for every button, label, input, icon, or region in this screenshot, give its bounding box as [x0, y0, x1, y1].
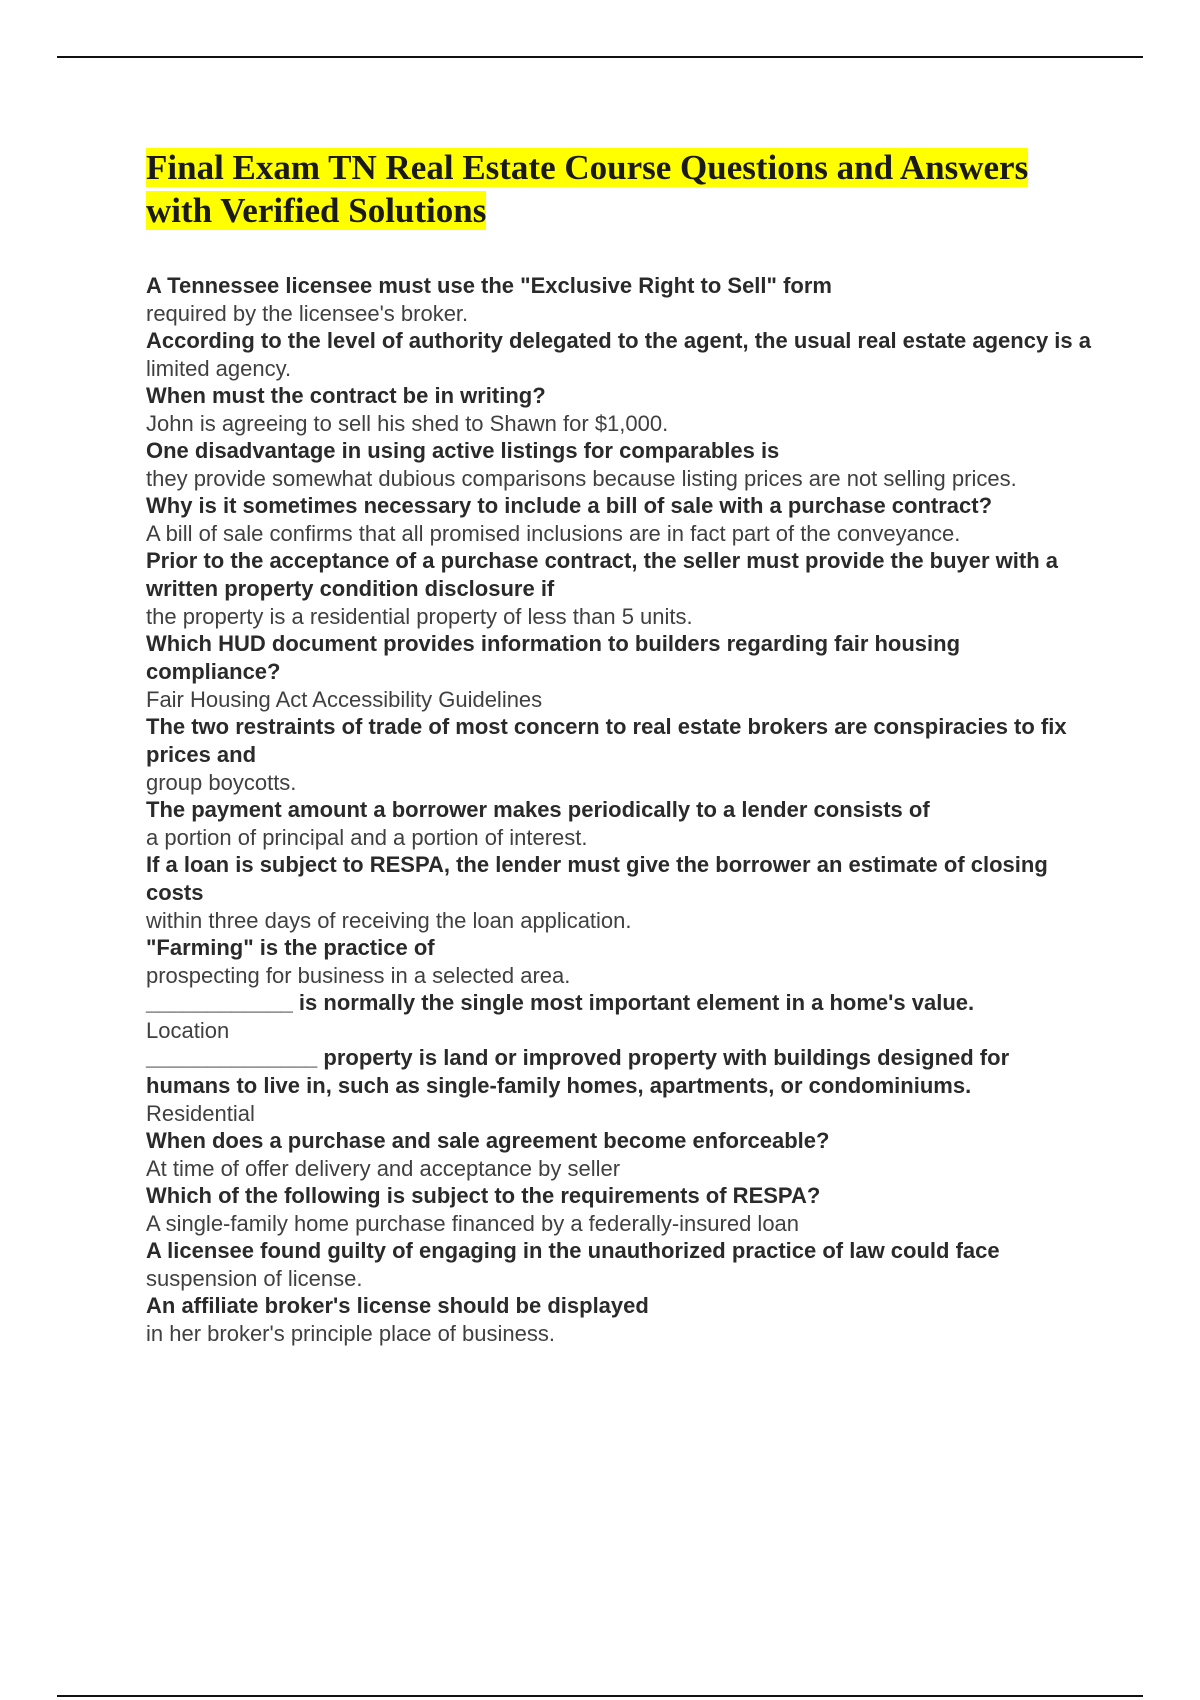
- answer-text: A single-family home purchase financed by a federally-insured loan: [146, 1211, 800, 1236]
- bottom-rule: [57, 1695, 1143, 1697]
- document-title-text: Final Exam TN Real Estate Course Questions and Answers with Verified Solutions: [146, 148, 1029, 230]
- question-text: When must the contract be in writing?: [146, 383, 546, 408]
- qa-item: [146, 437, 1096, 492]
- qa-item: [146, 272, 1096, 327]
- qa-item: [146, 1127, 1096, 1182]
- question-text: The payment amount a borrower makes periodically to a lender consists of: [146, 797, 930, 822]
- answer-text: Residential: [146, 1101, 255, 1126]
- question-text: When does a purchase and sale agreement become enforceable?: [146, 1128, 830, 1153]
- answer-text: within three days of receiving the loan application.: [146, 908, 632, 933]
- answer-text: suspension of license.: [146, 1266, 363, 1291]
- answer-text: a portion of principal and a portion of interest.: [146, 825, 588, 850]
- top-rule: [57, 56, 1143, 58]
- qa-list: [146, 272, 1096, 1347]
- qa-item: [146, 989, 1096, 1044]
- question-text: Which of the following is subject to the requirements of RESPA?: [146, 1183, 821, 1208]
- answer-text: group boycotts.: [146, 770, 297, 795]
- question-text: An affiliate broker's license should be displayed: [146, 1293, 649, 1318]
- question-text: One disadvantage in using active listings for comparables is: [146, 438, 780, 463]
- question-text: A Tennessee licensee must use the "Exclusive Right to Sell" form: [146, 273, 832, 298]
- answer-text: required by the licensee's broker.: [146, 301, 469, 326]
- qa-item: [146, 492, 1096, 547]
- answer-text: A bill of sale confirms that all promised inclusions are in fact part of the conveyance.: [146, 521, 961, 546]
- question-text: Why is it sometimes necessary to include a bill of sale with a purchase contract?: [146, 493, 993, 518]
- question-text: Which HUD document provides information to builders regarding fair housing compliance?: [146, 631, 961, 684]
- qa-item: [146, 327, 1096, 382]
- question-text: ______________ property is land or improved property with buildings designed for humans to live in, such as single-family homes, apartments, or condominiums.: [146, 1045, 1010, 1098]
- answer-text: John is agreeing to sell his shed to Shawn for $1,000.: [146, 411, 669, 436]
- qa-item: [146, 1182, 1096, 1237]
- answer-text: Fair Housing Act Accessibility Guidelines: [146, 687, 543, 712]
- qa-item: [146, 382, 1096, 437]
- answer-text: they provide somewhat dubious comparisons because listing prices are not selling prices.: [146, 466, 1017, 491]
- qa-item: [146, 713, 1096, 796]
- question-text: A licensee found guilty of engaging in the unauthorized practice of law could face: [146, 1238, 1000, 1263]
- document-title: [146, 146, 1096, 232]
- answer-text: the property is a residential property of less than 5 units.: [146, 604, 693, 629]
- answer-text: limited agency.: [146, 356, 292, 381]
- question-text: Prior to the acceptance of a purchase contract, the seller must provide the buyer with a written property condition disclosure if: [146, 548, 1059, 601]
- answer-text: At time of offer delivery and acceptance by seller: [146, 1156, 621, 1181]
- qa-item: [146, 796, 1096, 851]
- question-text: The two restraints of trade of most concern to real estate brokers are conspiracies to fix prices and: [146, 714, 1067, 767]
- qa-item: [146, 851, 1096, 934]
- question-text: "Farming" is the practice of: [146, 935, 435, 960]
- qa-item: [146, 547, 1096, 630]
- answer-text: in her broker's principle place of business.: [146, 1321, 555, 1346]
- qa-item: [146, 1237, 1096, 1292]
- answer-text: Location: [146, 1018, 230, 1043]
- qa-item: [146, 934, 1096, 989]
- qa-item: [146, 1044, 1096, 1127]
- answer-text: prospecting for business in a selected area.: [146, 963, 571, 988]
- qa-item: [146, 1292, 1096, 1347]
- question-text: According to the level of authority delegated to the agent, the usual real estate agency is a: [146, 328, 1092, 353]
- question-text: If a loan is subject to RESPA, the lender must give the borrower an estimate of closing costs: [146, 852, 1048, 905]
- qa-item: [146, 630, 1096, 713]
- question-text: ____________ is normally the single most important element in a home's value.: [146, 990, 975, 1015]
- document-body: [146, 146, 1096, 1347]
